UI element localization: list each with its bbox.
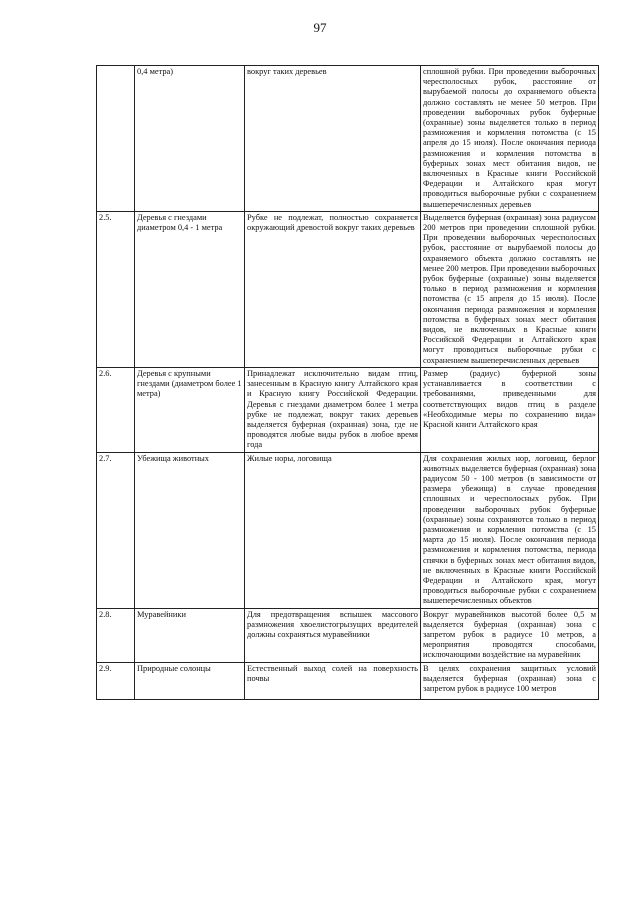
object-cell: Муравейники xyxy=(135,608,245,662)
table-row xyxy=(97,367,599,452)
row-number xyxy=(97,66,135,212)
object-cell: Природные солонцы xyxy=(135,662,245,699)
row-number: 2.8. xyxy=(97,608,135,662)
table-row xyxy=(97,662,599,699)
row-number: 2.5. xyxy=(97,211,135,367)
action-cell xyxy=(421,662,599,699)
requirement-cell: Рубке не подлежат, полностью сохраняется окружающий древостой вокруг таких деревьев xyxy=(245,211,421,367)
page-number: 97 xyxy=(313,20,327,35)
action-cell: сплошной рубки. При проведении выборочных чересполосных рубок, расстояние от вырубаемой полосы до охраняемого объекта должно составлять не менее 50 метров. При проведении выборочных рубок буферные (охранные) зоны выделяется только в период размножения и кормления потомства (с 15 апреля до 15 июля). После окончания периода размножения и кормления потомства в буферных зонах мест обитания видов, не включенных в Красные книги Российской Федерации и Алтайского края могут проводиться выборочные рубки с сохранением вышеперечисленных деревьев xyxy=(421,66,599,212)
table-row xyxy=(97,211,599,367)
requirement-cell: Жилые норы, логовища xyxy=(245,452,421,608)
requirement-cell: вокруг таких деревьев xyxy=(245,66,421,212)
object-cell: Деревья с крупными гнездами (диаметром более 1 метра) xyxy=(135,367,245,452)
requirement-cell: Принадлежат исключительно видам птиц, занесенным в Красную книгу Алтайского края и Красную книгу Российской Федерации. Деревья с гнездами диаметром более 1 метра рубке не подлежат, вокруг таких деревьев выделяется буферная (охранная) зона, где не проводятся любые виды рубок в любое время года xyxy=(245,367,421,452)
action-text: В целях сохранения защитных условий выделяется буферная (охранная) зона с запретом рубок в радиусе 100 метров xyxy=(423,663,596,693)
object-cell: Деревья с гнездами диаметром 0,4 - 1 метра xyxy=(135,211,245,367)
row-number: 2.7. xyxy=(97,452,135,608)
table-row xyxy=(97,452,599,608)
row-number: 2.9. xyxy=(97,662,135,699)
object-cell: 0,4 метра) xyxy=(135,66,245,212)
requirement-cell: Для предотвращения вспышек массового размножения хвоелистогрызущих вредителей должны сохраняться муравейники xyxy=(245,608,421,662)
requirements-table xyxy=(96,65,599,700)
action-cell: Размер (радиус) буферной зоны устанавливается в соответствии с требованиями, приведенными для соответствующих видов птиц в разделе «Необходимые меры по сохранению вида» Красной книги Алтайского края xyxy=(421,367,599,452)
action-cell: Выделяется буферная (охранная) зона радиусом 200 метров при проведении сплошной рубки. При проведении выборочных чересполосных рубок, расстояние от вырубаемой полосы до охраняемого объекта должно составлять не менее 200 метров. При проведении выборочных рубок буферные (охранные) зоны выделяется только в период размножения и кормления потомства (с 15 апреля до 15 июля). После окончания периода размножения и кормления потомства в буферных зонах мест обитания видов, не включенных в Красные книги Российской Федерации и Алтайского края могут проводиться выборочные рубки с сохранением вышеперечисленных деревьев xyxy=(421,211,599,367)
object-cell: Убежища животных xyxy=(135,452,245,608)
requirement-cell: Естественный выход солей на поверхность почвы xyxy=(245,662,421,699)
action-cell: Вокруг муравейников высотой более 0,5 м выделяется буферная (охранная) зона с запретом рубок в радиусе 10 метров, а мероприятия проводятся способами, исключающими воздействие на муравейник xyxy=(421,608,599,662)
action-cell: Для сохранения жилых нор, логовищ, берлог животных выделяется буферная (охранная) зона радиусом 50 - 100 метров (в зависимости от размера убежища) в случае проведения сплошных и чересполосных рубок. При проведении выборочных рубок буферные (охранные) зоны сохраняются только в период размножения и кормления потомства (с 15 марта до 15 июля). После окончания периода размножения и кормления потомства, периода спячки в буферных зонах мест обитания видов, не включенных в Красные книги Российской Федерации и Алтайского края, могут проводиться выборочные рубки с сохранением вышеперечисленных объектов xyxy=(421,452,599,608)
row-number: 2.6. xyxy=(97,367,135,452)
table-row xyxy=(97,608,599,662)
table-row xyxy=(97,66,599,212)
